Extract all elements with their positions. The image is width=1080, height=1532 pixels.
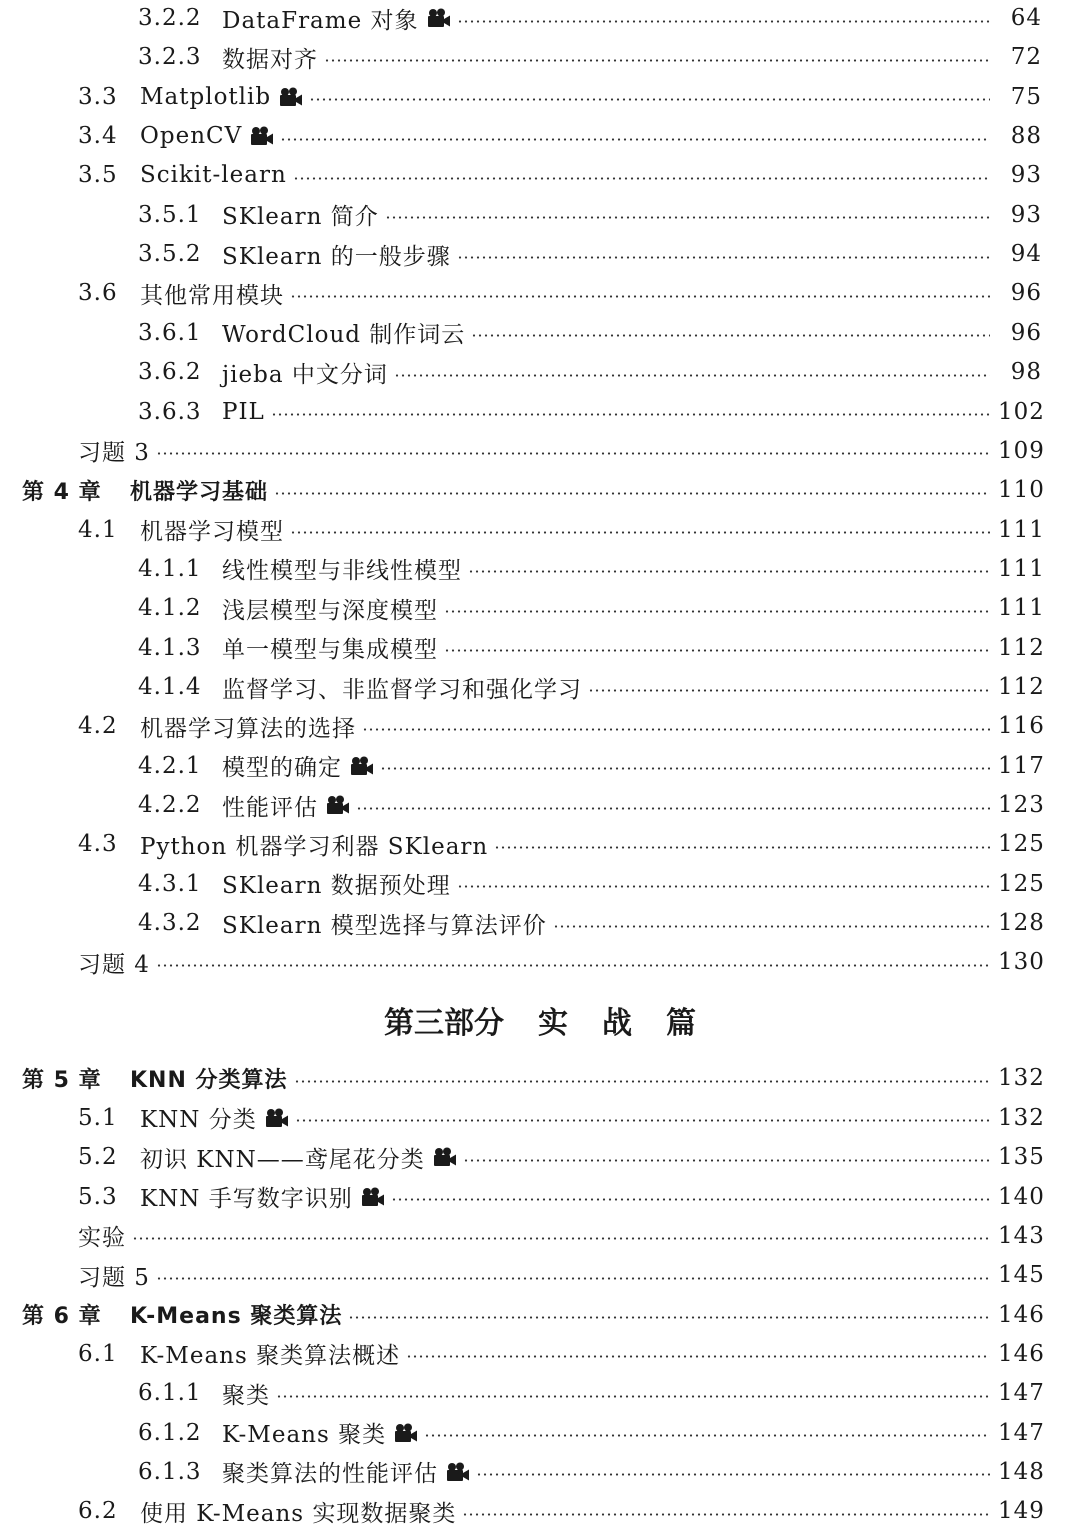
toc-entry (0, 1218, 1080, 1254)
toc-entry-title-group (222, 238, 451, 271)
dot-leader (362, 728, 990, 731)
dot-leader (156, 964, 990, 967)
toc-page-number: 88 (1010, 123, 1042, 150)
toc-entry (0, 1139, 1080, 1175)
toc-entry-title: 浅层模型与深度模型 (222, 597, 438, 624)
toc-entry (0, 1257, 1080, 1293)
toc-entry-title: Matplotlib (140, 83, 272, 110)
toc-page-number: 112 (998, 634, 1045, 661)
toc-entry-title-group (222, 1377, 270, 1410)
toc-page-number: 143 (998, 1222, 1045, 1249)
part-heading (0, 998, 1080, 1042)
toc-page-number: 128 (998, 910, 1045, 937)
toc-entry-title: K-Means 聚类算法概述 (140, 1343, 401, 1370)
toc-entry-title: 数据对齐 (222, 46, 318, 73)
part-heading-label: 第三部分 (384, 1006, 504, 1041)
toc-entry-number: 3.2.3 (138, 44, 202, 71)
toc-entry (0, 275, 1080, 311)
dot-leader (276, 1395, 990, 1398)
toc-entry-number: 4.3.2 (138, 910, 202, 937)
toc-entry-number: 4.2.1 (138, 752, 202, 779)
dot-leader (457, 885, 990, 888)
toc-entry-number: 4.3.1 (138, 870, 202, 897)
toc-page-number: 64 (1010, 5, 1042, 31)
dot-leader (444, 610, 990, 613)
toc-page-number: 111 (998, 555, 1045, 582)
toc-entry-title-group (130, 1299, 342, 1330)
toc-page-number: 135 (998, 1144, 1045, 1171)
toc-page-number: 145 (998, 1262, 1045, 1289)
toc-entry (0, 394, 1080, 430)
toc-entry (0, 944, 1080, 980)
toc-entry-title-group (130, 475, 268, 506)
toc-entry-title-group (78, 1219, 126, 1252)
toc-entry (0, 79, 1080, 115)
toc-entry-title: Python 机器学习利器 SKlearn (140, 833, 489, 860)
toc-chapter-entry (0, 472, 1080, 508)
toc-entry-title-group (140, 710, 356, 743)
toc-entry-title-group (222, 198, 379, 231)
toc-entry (0, 236, 1080, 272)
toc-entry-title-group (78, 434, 150, 467)
video-camera-icon (279, 87, 303, 107)
toc-entry-number: 3.3 (78, 83, 118, 110)
toc-entry (0, 512, 1080, 548)
dot-leader (348, 1316, 990, 1319)
video-camera-icon (326, 795, 350, 815)
toc-page-number: 93 (1010, 201, 1042, 228)
toc-entry-title-group (222, 867, 451, 900)
toc-entry-title-group (78, 1259, 150, 1292)
dot-leader (290, 531, 990, 534)
toc-entry-number: 4.2.2 (138, 792, 202, 818)
toc-entry-title: 习题 5 (78, 1264, 150, 1291)
toc-entry-title: SKlearn 数据预处理 (222, 873, 451, 900)
toc-entry-title: Scikit-learn (140, 162, 287, 189)
toc-entry-title-group (140, 1180, 385, 1213)
toc-page-number: 125 (998, 831, 1045, 858)
toc-entry-title: 机器学习基础 (130, 479, 269, 505)
toc-page-number: 96 (1010, 319, 1042, 346)
dot-leader (380, 767, 990, 770)
toc-page-number: 147 (998, 1419, 1045, 1446)
toc-page-number: 146 (998, 1301, 1045, 1328)
toc-entry (0, 1179, 1080, 1215)
toc-page-number: 93 (1010, 162, 1042, 189)
toc-entry-number: 第 6 章 (22, 1304, 102, 1329)
toc-entry-number: 6.1.2 (138, 1419, 202, 1446)
dot-leader (476, 1473, 990, 1476)
dot-leader (553, 925, 990, 928)
dot-leader (457, 20, 990, 23)
toc-entry-number: 6.1.1 (138, 1380, 202, 1407)
toc-entry-title: 聚类算法的性能评估 (222, 1461, 438, 1488)
toc-entry (0, 1493, 1080, 1529)
video-camera-icon (427, 8, 451, 28)
toc-page-number: 125 (998, 870, 1045, 897)
dot-leader (309, 98, 990, 101)
toc-entry-number: 3.2.2 (138, 5, 202, 31)
toc-entry-title-group (140, 1495, 456, 1528)
toc-page-number: 148 (998, 1458, 1045, 1485)
toc-entry-number: 3.6 (78, 280, 118, 307)
toc-entry-number: 4.1.4 (138, 674, 202, 700)
toc-entry-title: 聚类 (222, 1382, 270, 1409)
toc-page-number: 117 (998, 752, 1045, 779)
dot-leader (444, 649, 990, 652)
dot-leader (293, 177, 990, 180)
dot-leader (463, 1159, 990, 1162)
toc-entry (0, 197, 1080, 233)
toc-entry-title: WordCloud 制作词云 (222, 322, 466, 349)
toc-entry-title: jieba 中文分词 (222, 361, 388, 388)
toc-page-number: 123 (998, 792, 1045, 818)
toc-entry-number: 4.1.3 (138, 634, 202, 661)
toc-entry-title: 性能评估 (222, 794, 318, 821)
toc-entry (0, 1336, 1080, 1372)
toc-page-number: 96 (1010, 280, 1042, 307)
toc-page-number: 98 (1010, 359, 1042, 386)
toc-entry-number: 6.1.3 (138, 1458, 202, 1485)
toc-page-number: 116 (998, 713, 1045, 740)
toc-page-number: 149 (998, 1498, 1045, 1525)
toc-entry-title-group (222, 631, 438, 664)
toc-entry-number: 5.1 (78, 1104, 118, 1131)
toc-entry-title: K-Means 聚类算法 (130, 1304, 343, 1329)
toc-entry-number: 3.6.2 (138, 359, 202, 386)
toc-page-number: 75 (1010, 83, 1042, 110)
toc-entry-number: 4.2 (78, 713, 118, 740)
toc-entry (0, 0, 1080, 36)
toc-entry-title-group (140, 1101, 289, 1134)
video-camera-icon (394, 1423, 418, 1443)
dot-leader (385, 216, 990, 219)
toc-entry-number: 3.6.1 (138, 319, 202, 346)
toc-entry (0, 669, 1080, 705)
toc-page-number: 140 (998, 1183, 1045, 1210)
dot-leader (457, 256, 990, 259)
toc-entry-title: 模型的确定 (222, 755, 342, 782)
toc-entry-number: 第 5 章 (22, 1067, 102, 1093)
dot-leader (132, 1237, 990, 1240)
toc-entry-title-group (222, 671, 582, 704)
toc-entry (0, 708, 1080, 744)
toc-entry (0, 1454, 1080, 1490)
dot-leader (274, 492, 990, 495)
toc-entry-title-group (140, 513, 284, 546)
toc-entry-number: 3.4 (78, 123, 118, 150)
video-camera-icon (433, 1147, 457, 1167)
toc-page-number: 102 (998, 398, 1045, 425)
dot-leader (356, 807, 990, 810)
toc-entry-title-group (78, 946, 150, 979)
toc-page-number: 132 (998, 1065, 1045, 1092)
toc-entry-title: 线性模型与非线性模型 (222, 558, 462, 585)
toc-entry-title-group (222, 399, 265, 425)
toc-entry-title-group (222, 356, 388, 389)
toc-page-number: 110 (998, 477, 1045, 504)
toc-entry (0, 433, 1080, 469)
toc-entry-title: KNN 分类算法 (130, 1067, 288, 1093)
toc-entry-number: 4.1.1 (138, 555, 202, 582)
toc-entry (0, 866, 1080, 902)
toc-entry-title: 机器学习模型 (140, 519, 284, 546)
toc-entry-title-group (130, 1063, 288, 1094)
toc-page-number: 132 (998, 1104, 1045, 1131)
dot-leader (271, 413, 990, 416)
toc-entry-title: OpenCV (140, 123, 243, 150)
part-heading-word-3: 篇 (666, 1006, 696, 1041)
toc-entry-title: 习题 3 (78, 440, 150, 467)
toc-page-number: 112 (998, 674, 1045, 700)
toc-entry-title-group (222, 41, 318, 74)
toc-page-number: 109 (998, 437, 1045, 464)
toc-entry-title: SKlearn 的一般步骤 (222, 243, 451, 270)
toc-entry-title-group (222, 592, 438, 625)
dot-leader (290, 295, 990, 298)
toc-entry-title-group (140, 828, 488, 861)
toc-entry (0, 590, 1080, 626)
toc-entry (0, 1375, 1080, 1411)
toc-entry-title-group (140, 123, 274, 149)
dot-leader (468, 570, 990, 573)
toc-page-number: 111 (998, 516, 1045, 543)
toc-entry-title: K-Means 聚类 (222, 1422, 387, 1449)
video-camera-icon (265, 1108, 289, 1128)
dot-leader (494, 846, 990, 849)
toc-entry-title-group (222, 749, 374, 782)
toc-entry-title: 其他常用模块 (140, 282, 284, 309)
dot-leader (324, 59, 990, 62)
dot-leader (424, 1434, 990, 1437)
toc-entry-title-group (222, 1455, 470, 1488)
dot-leader (280, 138, 990, 141)
toc-entry-number: 3.5.1 (138, 201, 202, 228)
toc-chapter-entry (0, 1060, 1080, 1096)
toc-page-number: 147 (998, 1380, 1045, 1407)
toc-entry-number: 5.2 (78, 1144, 118, 1171)
toc-entry-title-group (222, 552, 462, 585)
toc-entry-title: DataFrame 对象 (222, 7, 419, 34)
toc-entry-title: 监督学习、非监督学习和强化学习 (222, 676, 582, 703)
toc-page-number: 94 (1010, 241, 1042, 268)
toc-entry (0, 787, 1080, 823)
toc-entry-title: 单一模型与集成模型 (222, 637, 438, 664)
part-heading-word-1: 实 (538, 1006, 568, 1041)
video-camera-icon (350, 756, 374, 776)
toc-entry (0, 315, 1080, 351)
toc-entry (0, 748, 1080, 784)
toc-entry-title: KNN 手写数字识别 (140, 1186, 353, 1212)
toc-entry-title: 习题 4 (78, 951, 150, 978)
toc-entry-title-group (140, 162, 287, 188)
toc-entry-title-group (140, 1141, 457, 1174)
toc-entry-number: 4.1.2 (138, 595, 202, 622)
dot-leader (156, 1277, 990, 1280)
toc-page-number: 111 (998, 595, 1045, 622)
dot-leader (394, 374, 990, 377)
toc-entry-title: 使用 K-Means 实现数据聚类 (140, 1500, 457, 1527)
toc-entry-title: 实验 (78, 1225, 126, 1252)
toc-entry-number: 6.2 (78, 1498, 118, 1525)
toc-entry-title: 初识 KNN——鸢尾花分类 (140, 1146, 425, 1173)
toc-entry (0, 1415, 1080, 1451)
toc-entry-title-group (140, 84, 303, 110)
part-heading-word-2: 战 (602, 1006, 632, 1041)
toc-entry-title-group (222, 2, 451, 35)
toc-entry-title-group (222, 907, 547, 940)
toc-entry (0, 1100, 1080, 1136)
video-camera-icon (250, 126, 274, 146)
dot-leader (462, 1513, 990, 1516)
video-camera-icon (446, 1462, 470, 1482)
toc-entry-title: PIL (222, 398, 265, 425)
toc-entry-title-group (222, 1416, 418, 1449)
toc-entry-title: KNN 分类 (140, 1107, 257, 1134)
toc-chapter-entry (0, 1297, 1080, 1333)
toc-page-number: 72 (1010, 44, 1042, 71)
video-camera-icon (361, 1187, 385, 1207)
toc-entry-number: 5.3 (78, 1183, 118, 1210)
toc-entry-number: 4.1 (78, 516, 118, 543)
toc-entry (0, 354, 1080, 390)
toc-entry-title-group (222, 316, 465, 349)
dot-leader (391, 1198, 990, 1201)
dot-leader (471, 334, 990, 337)
toc-entry (0, 905, 1080, 941)
toc-entry (0, 39, 1080, 75)
toc-entry (0, 118, 1080, 154)
toc-entry (0, 551, 1080, 587)
toc-page-number: 130 (998, 949, 1045, 976)
toc-entry-title-group (140, 277, 284, 310)
toc-entry (0, 630, 1080, 666)
dot-leader (156, 452, 990, 455)
toc-entry-title-group (140, 1337, 400, 1370)
toc-entry-title: 机器学习算法的选择 (140, 715, 356, 742)
toc-entry (0, 826, 1080, 862)
toc-entry-title: SKlearn 简介 (222, 204, 379, 231)
toc-entry-number: 3.5 (78, 162, 118, 189)
toc-entry-number: 第 4 章 (22, 479, 102, 505)
dot-leader (406, 1355, 990, 1358)
toc-entry-number: 3.5.2 (138, 241, 202, 268)
toc-entry-number: 6.1 (78, 1340, 118, 1367)
dot-leader (294, 1080, 990, 1083)
toc-entry-title: SKlearn 模型选择与算法评价 (222, 912, 547, 939)
toc-page-number: 146 (998, 1340, 1045, 1367)
dot-leader (588, 689, 990, 692)
dot-leader (295, 1119, 990, 1122)
toc-entry-title-group (222, 789, 350, 822)
toc-entry-number: 4.3 (78, 831, 118, 858)
toc-entry-number: 3.6.3 (138, 398, 202, 425)
toc-entry (0, 157, 1080, 193)
